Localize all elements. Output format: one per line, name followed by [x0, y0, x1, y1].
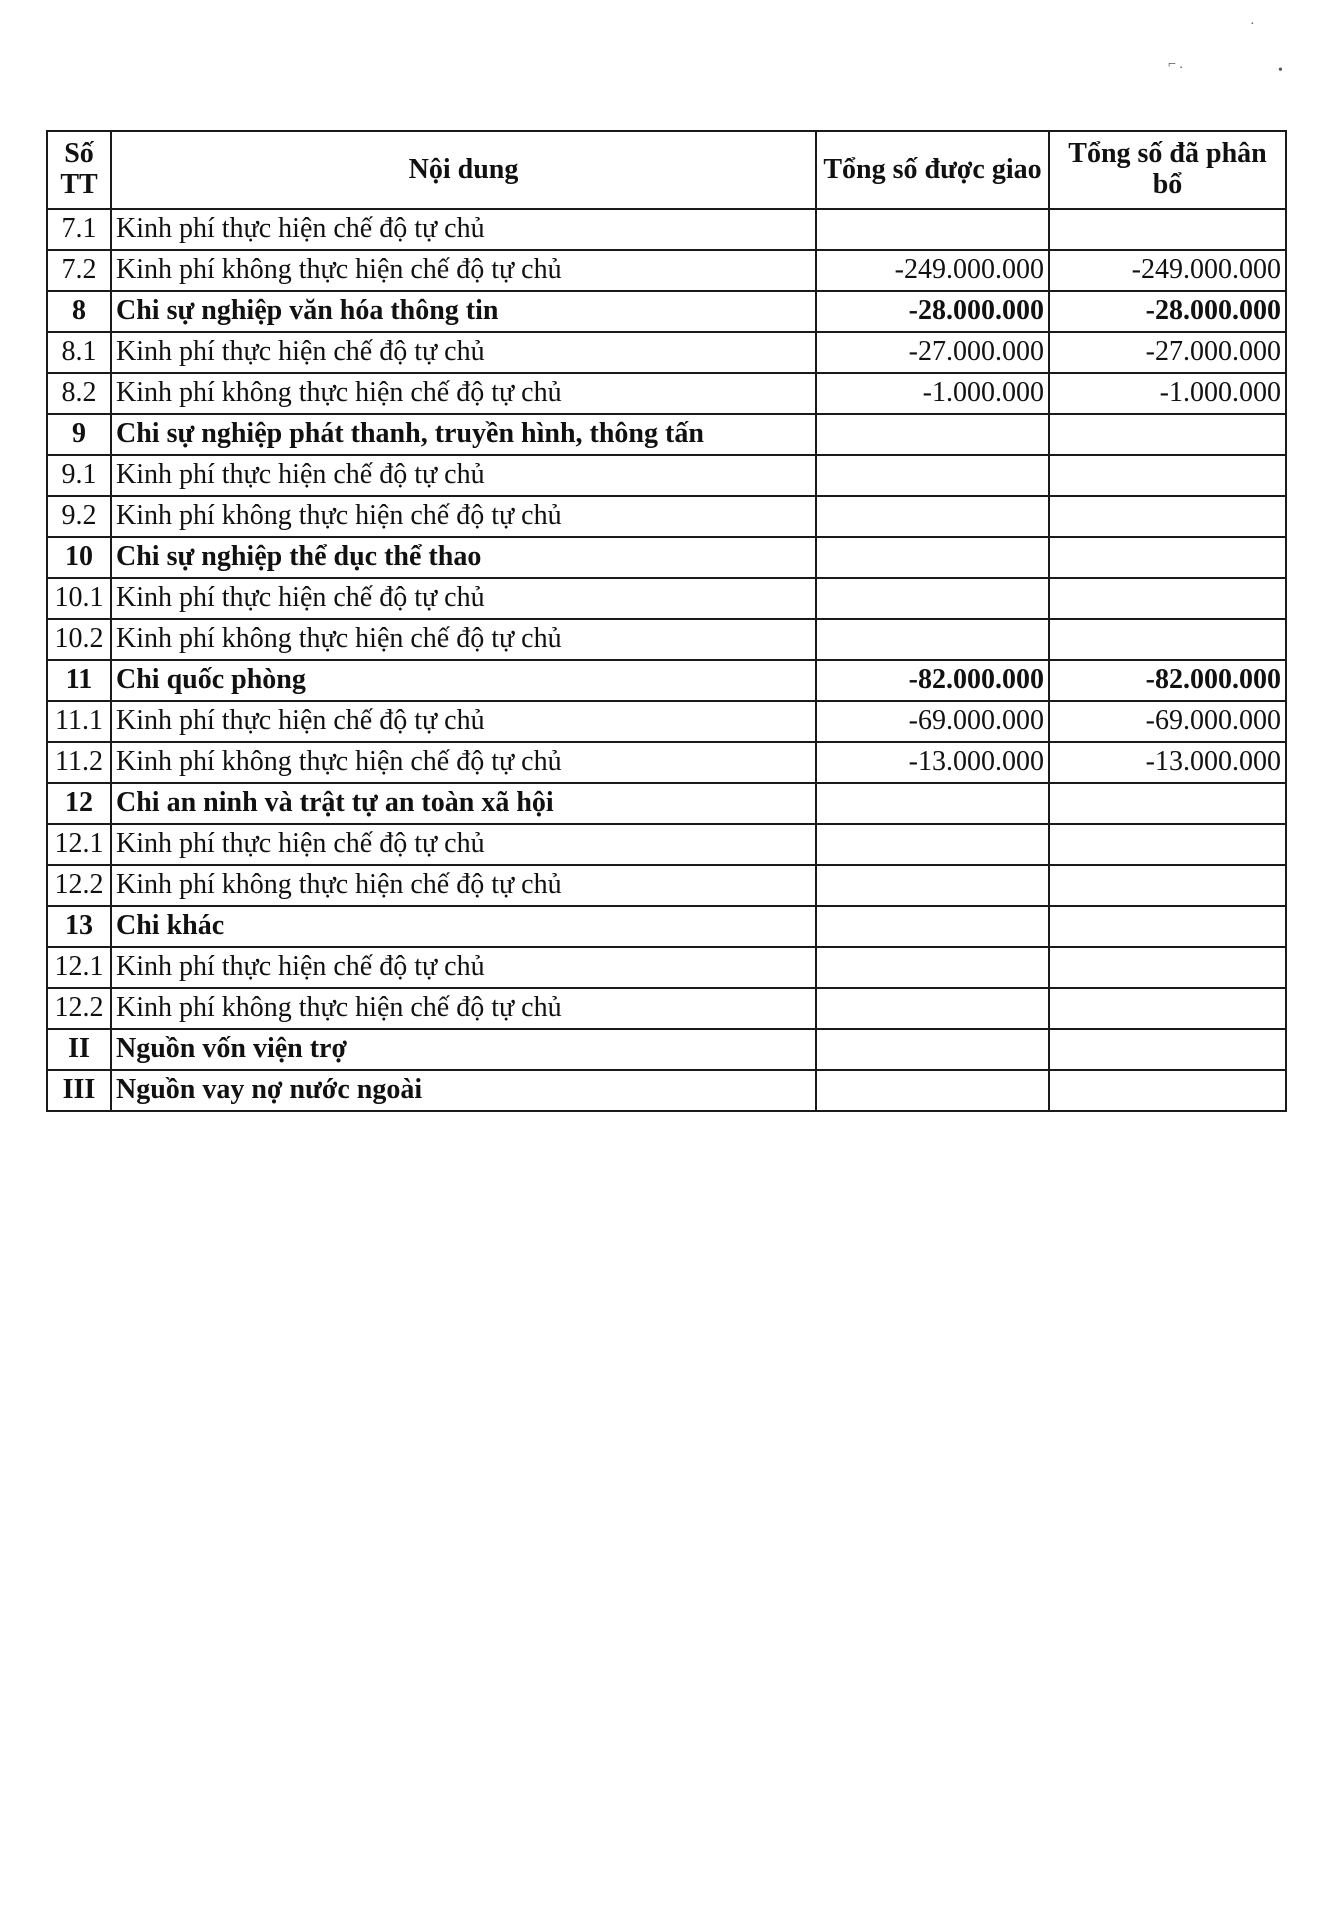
row-allocated-total-cell: [1049, 1029, 1286, 1070]
table-row: [47, 455, 1286, 496]
row-number-cell: 12.1: [47, 824, 111, 865]
row-allocated-total-cell: [1049, 537, 1286, 578]
row-allocated-total-cell: [1049, 496, 1286, 537]
row-allocated-total-cell: [1049, 209, 1286, 250]
row-allocated-total-cell: [1049, 414, 1286, 455]
row-content-cell: Chi sự nghiệp thể dục thể thao: [111, 537, 816, 578]
table-row: [47, 250, 1286, 291]
table-row: [47, 865, 1286, 906]
row-assigned-total-cell: [816, 947, 1049, 988]
table-row: [47, 496, 1286, 537]
row-number-cell: 10.1: [47, 578, 111, 619]
row-allocated-total-cell: -1.000.000: [1049, 373, 1286, 414]
row-content-cell: Kinh phí không thực hiện chế độ tự chủ: [111, 742, 816, 783]
row-content-cell: Kinh phí không thực hiện chế độ tự chủ: [111, 619, 816, 660]
row-number-cell: 7.1: [47, 209, 111, 250]
row-assigned-total-cell: -28.000.000: [816, 291, 1049, 332]
row-number-cell: 11.2: [47, 742, 111, 783]
table-row: [47, 1070, 1286, 1111]
row-number-cell: II: [47, 1029, 111, 1070]
row-content-cell: Kinh phí không thực hiện chế độ tự chủ: [111, 373, 816, 414]
row-number-cell: 8.2: [47, 373, 111, 414]
row-number-cell: 12.1: [47, 947, 111, 988]
table-row: [47, 660, 1286, 701]
row-assigned-total-cell: [816, 496, 1049, 537]
row-content-cell: Chi khác: [111, 906, 816, 947]
table-row: [47, 619, 1286, 660]
table-row: [47, 947, 1286, 988]
row-allocated-total-cell: -13.000.000: [1049, 742, 1286, 783]
row-number-cell: 10.2: [47, 619, 111, 660]
row-number-cell: 9.1: [47, 455, 111, 496]
row-assigned-total-cell: [816, 783, 1049, 824]
row-number-cell: 13: [47, 906, 111, 947]
row-assigned-total-cell: -69.000.000: [816, 701, 1049, 742]
row-content-cell: Nguồn vay nợ nước ngoài: [111, 1070, 816, 1111]
table-row: [47, 701, 1286, 742]
row-assigned-total-cell: -82.000.000: [816, 660, 1049, 701]
table-header-row: [47, 131, 1286, 209]
row-allocated-total-cell: -28.000.000: [1049, 291, 1286, 332]
row-number-cell: 8.1: [47, 332, 111, 373]
row-assigned-total-cell: [816, 619, 1049, 660]
row-content-cell: Kinh phí không thực hiện chế độ tự chủ: [111, 865, 816, 906]
row-number-cell: 7.2: [47, 250, 111, 291]
row-content-cell: Kinh phí thực hiện chế độ tự chủ: [111, 578, 816, 619]
row-allocated-total-cell: [1049, 824, 1286, 865]
row-number-cell: 8: [47, 291, 111, 332]
table-row: [47, 291, 1286, 332]
row-allocated-total-cell: [1049, 1070, 1286, 1111]
row-allocated-total-cell: [1049, 619, 1286, 660]
table-row: [47, 783, 1286, 824]
row-assigned-total-cell: [816, 414, 1049, 455]
row-content-cell: Kinh phí thực hiện chế độ tự chủ: [111, 332, 816, 373]
row-assigned-total-cell: [816, 1070, 1049, 1111]
table-row: [47, 988, 1286, 1029]
row-assigned-total-cell: [816, 578, 1049, 619]
row-assigned-total-cell: -13.000.000: [816, 742, 1049, 783]
row-assigned-total-cell: [816, 865, 1049, 906]
header-content: Nội dung: [111, 131, 816, 209]
row-number-cell: 12.2: [47, 865, 111, 906]
row-content-cell: Nguồn vốn viện trợ: [111, 1029, 816, 1070]
scan-speck: •: [1278, 63, 1283, 78]
row-content-cell: Chi quốc phòng: [111, 660, 816, 701]
header-assigned-total: Tổng số được giao: [816, 131, 1049, 209]
row-content-cell: Chi an ninh và trật tự an toàn xã hội: [111, 783, 816, 824]
table-row: [47, 742, 1286, 783]
table-row: [47, 537, 1286, 578]
row-allocated-total-cell: [1049, 988, 1286, 1029]
row-allocated-total-cell: [1049, 906, 1286, 947]
row-assigned-total-cell: -27.000.000: [816, 332, 1049, 373]
scan-speck: ⌐ .: [1168, 57, 1183, 72]
row-assigned-total-cell: [816, 455, 1049, 496]
row-number-cell: 11.1: [47, 701, 111, 742]
row-number-cell: 11: [47, 660, 111, 701]
table-row: [47, 414, 1286, 455]
row-content-cell: Kinh phí thực hiện chế độ tự chủ: [111, 209, 816, 250]
row-number-cell: 10: [47, 537, 111, 578]
row-number-cell: 12: [47, 783, 111, 824]
table-row: [47, 209, 1286, 250]
row-allocated-total-cell: [1049, 865, 1286, 906]
header-stt: Số TT: [47, 131, 111, 209]
table-row: [47, 373, 1286, 414]
row-content-cell: Kinh phí thực hiện chế độ tự chủ: [111, 455, 816, 496]
scan-speck: ·: [1250, 17, 1255, 32]
row-assigned-total-cell: [816, 537, 1049, 578]
row-content-cell: Kinh phí không thực hiện chế độ tự chủ: [111, 250, 816, 291]
row-content-cell: Kinh phí không thực hiện chế độ tự chủ: [111, 988, 816, 1029]
row-content-cell: Chi sự nghiệp phát thanh, truyền hình, thông tấn: [111, 414, 816, 455]
row-assigned-total-cell: [816, 209, 1049, 250]
table-body: [47, 209, 1286, 1111]
row-number-cell: 9: [47, 414, 111, 455]
row-allocated-total-cell: -69.000.000: [1049, 701, 1286, 742]
row-allocated-total-cell: -27.000.000: [1049, 332, 1286, 373]
row-allocated-total-cell: -249.000.000: [1049, 250, 1286, 291]
row-content-cell: Kinh phí thực hiện chế độ tự chủ: [111, 701, 816, 742]
row-number-cell: 9.2: [47, 496, 111, 537]
row-content-cell: Kinh phí không thực hiện chế độ tự chủ: [111, 496, 816, 537]
row-number-cell: III: [47, 1070, 111, 1111]
row-allocated-total-cell: [1049, 947, 1286, 988]
row-assigned-total-cell: -249.000.000: [816, 250, 1049, 291]
row-number-cell: 12.2: [47, 988, 111, 1029]
row-content-cell: Chi sự nghiệp văn hóa thông tin: [111, 291, 816, 332]
budget-table: [46, 130, 1287, 1112]
row-assigned-total-cell: [816, 1029, 1049, 1070]
row-allocated-total-cell: [1049, 783, 1286, 824]
table-row: [47, 578, 1286, 619]
table-row: [47, 824, 1286, 865]
row-assigned-total-cell: -1.000.000: [816, 373, 1049, 414]
row-content-cell: Kinh phí thực hiện chế độ tự chủ: [111, 824, 816, 865]
row-allocated-total-cell: [1049, 578, 1286, 619]
table-row: [47, 332, 1286, 373]
header-allocated-total: Tổng số đã phân bổ: [1049, 131, 1286, 209]
row-assigned-total-cell: [816, 906, 1049, 947]
row-assigned-total-cell: [816, 824, 1049, 865]
row-allocated-total-cell: [1049, 455, 1286, 496]
row-content-cell: Kinh phí thực hiện chế độ tự chủ: [111, 947, 816, 988]
row-assigned-total-cell: [816, 988, 1049, 1029]
row-allocated-total-cell: -82.000.000: [1049, 660, 1286, 701]
table-row: [47, 1029, 1286, 1070]
table-row: [47, 906, 1286, 947]
